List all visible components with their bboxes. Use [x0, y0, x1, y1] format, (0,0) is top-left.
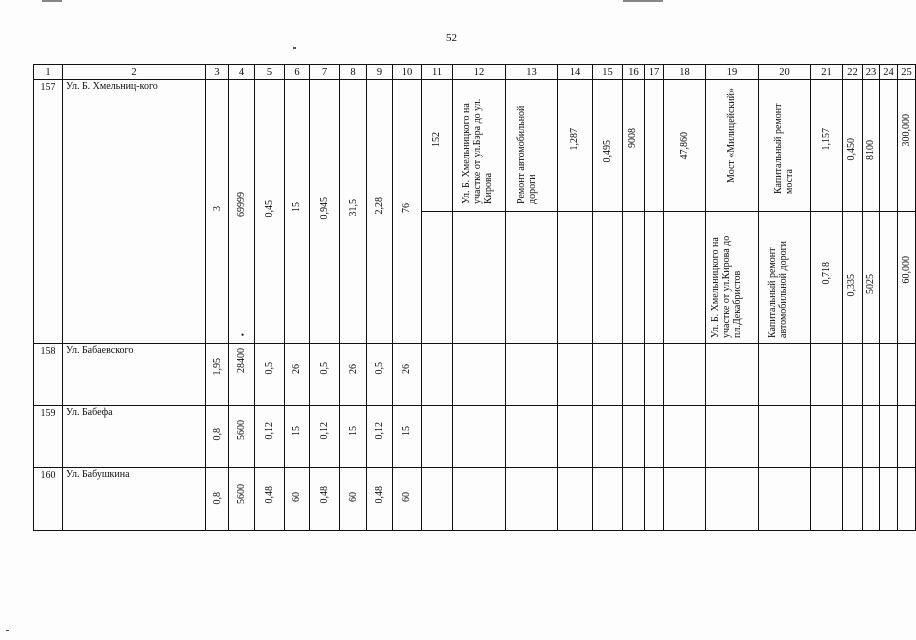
street-name-text: Ул. Бабушкина	[66, 468, 130, 480]
empty-cell	[706, 467, 759, 530]
street-name-text: Ул. Бабефа	[66, 407, 113, 419]
cell-c12	[453, 212, 506, 344]
empty-cell	[593, 467, 623, 530]
value-c14: 1,287	[569, 128, 580, 151]
empty-cell	[664, 467, 706, 530]
empty-cell	[880, 406, 898, 467]
value-c8: 60	[348, 491, 359, 502]
cell-c25	[898, 212, 916, 344]
empty-cell	[558, 406, 593, 467]
value-c15: 0,495	[602, 140, 613, 163]
cell-c8	[340, 406, 367, 467]
col-header: 5	[255, 65, 285, 80]
value-c6: 60	[291, 491, 302, 502]
value-c9: 0,48	[374, 485, 385, 504]
col-header: 6	[285, 65, 310, 80]
cell-c6	[285, 80, 310, 344]
value-c7: 0,945	[319, 197, 330, 220]
value-c4: 5600	[236, 483, 247, 504]
cell-c23	[863, 212, 880, 344]
col-header: 3	[206, 65, 229, 80]
value-c8: 31,5	[348, 199, 359, 217]
empty-cell	[506, 344, 558, 406]
empty-cell	[645, 344, 664, 406]
value-c10: 15	[401, 426, 412, 437]
empty-cell	[453, 467, 506, 530]
value-c7: 0,12	[319, 422, 330, 440]
value-c25b: 60,000	[901, 256, 912, 284]
empty-cell	[898, 406, 916, 467]
value-c10: 76	[401, 203, 412, 214]
value-c8: 26	[348, 364, 359, 375]
cell-c4	[229, 467, 255, 530]
empty-cell	[759, 467, 811, 530]
cell-c10	[393, 80, 422, 344]
value-c8: 15	[348, 426, 359, 437]
empty-cell	[759, 344, 811, 406]
cell-c15	[593, 80, 623, 212]
page-number: 52	[446, 32, 457, 44]
value-c20b: Капитальный ремонт автомобильной дороги	[767, 241, 789, 339]
value-c3: 0,8	[212, 428, 223, 441]
cell-c16	[623, 212, 645, 344]
value-c11: 152	[431, 132, 442, 148]
value-c10: 60	[401, 491, 412, 502]
empty-cell	[811, 467, 843, 530]
empty-cell	[558, 467, 593, 530]
col-header: 18	[664, 65, 706, 80]
cell-c14	[558, 212, 593, 344]
value-c4: 5600	[236, 420, 247, 441]
value-c19a: Мост «Милицейский»	[726, 88, 737, 183]
empty-cell	[843, 406, 863, 467]
cell-c7	[310, 406, 340, 467]
empty-cell	[706, 406, 759, 467]
value-c22a: 0,450	[846, 138, 857, 161]
col-header: 15	[593, 65, 623, 80]
cell-c3	[206, 80, 229, 344]
value-c18: 47,860	[679, 132, 690, 160]
scan-speck	[6, 630, 9, 631]
value-c5: 0,12	[264, 422, 275, 440]
col-header: 9	[367, 65, 393, 80]
empty-cell	[593, 344, 623, 406]
value-c20a: Капитальный ремонт моста	[773, 103, 795, 195]
value-c13: Ремонт автомобильной дороги	[516, 105, 538, 205]
row-number: 159	[34, 406, 63, 467]
col-header: 24	[880, 65, 898, 80]
col-header: 7	[310, 65, 340, 80]
empty-cell	[623, 467, 645, 530]
empty-cell	[506, 406, 558, 467]
cell-c9	[367, 406, 393, 467]
value-c3: 1,95	[212, 358, 223, 376]
value-c5: 0,45	[264, 200, 275, 218]
empty-cell	[664, 344, 706, 406]
empty-cell	[645, 467, 664, 530]
value-c3: 0,8	[212, 491, 223, 505]
empty-cell	[759, 406, 811, 467]
street-name	[63, 467, 206, 530]
data-table	[33, 64, 916, 531]
cell-c13	[506, 212, 558, 344]
col-header: 16	[623, 65, 645, 80]
cell-c4	[229, 406, 255, 467]
cell-c3	[206, 406, 229, 467]
col-header: 19	[706, 65, 759, 80]
col-header: 8	[340, 65, 367, 80]
cell-c6	[285, 344, 310, 406]
value-c25a: 300,000	[901, 114, 912, 147]
cell-c21	[811, 80, 843, 212]
empty-cell	[645, 406, 664, 467]
cell-c22	[843, 80, 863, 212]
col-header: 14	[558, 65, 593, 80]
column-number-header-row	[34, 65, 916, 80]
value-c9: 0,5	[374, 362, 385, 375]
cell-c11	[422, 212, 453, 344]
cell-c9	[367, 467, 393, 530]
value-c9: 0,12	[374, 422, 385, 440]
scan-speck	[293, 47, 296, 49]
value-c9: 2,28	[374, 197, 385, 215]
col-header: 17	[645, 65, 664, 80]
empty-cell	[898, 344, 916, 406]
cell-c7	[310, 80, 340, 344]
empty-cell	[811, 344, 843, 406]
cell-c9	[367, 80, 393, 344]
row-number: 157	[34, 80, 63, 344]
cell-c7	[310, 467, 340, 530]
empty-cell	[811, 406, 843, 467]
scan-top-edge	[0, 0, 905, 4]
value-c6: 26	[291, 364, 302, 375]
value-c7: 0,5	[319, 362, 330, 375]
cell-c16	[623, 80, 645, 212]
cell-c5	[255, 344, 285, 406]
empty-cell	[422, 344, 453, 406]
row-number: 158	[34, 344, 63, 406]
empty-cell	[422, 406, 453, 467]
cell-c5	[255, 80, 285, 344]
value-c19b: Ул. Б. Хмельницкого на участке от ул.Кирова до пл.Декабристов	[710, 235, 743, 339]
col-header: 13	[506, 65, 558, 80]
cell-c7	[310, 344, 340, 406]
col-header: 2	[63, 65, 206, 80]
empty-cell	[880, 467, 898, 530]
cell-c8	[340, 467, 367, 530]
street-name-text: Ул. Бабаевского	[66, 345, 134, 357]
cell-c3	[206, 467, 229, 530]
value-c4: 28400	[236, 348, 247, 374]
empty-cell	[706, 344, 759, 406]
value-c5: 0,5	[264, 362, 275, 375]
empty-cell	[664, 406, 706, 467]
empty-cell	[863, 344, 880, 406]
value-c16: 9008	[627, 128, 638, 149]
cell-c10	[393, 344, 422, 406]
empty-cell	[558, 344, 593, 406]
value-c4: 69999	[236, 192, 247, 218]
cell-c8	[340, 344, 367, 406]
value-c21a: 1,157	[821, 128, 832, 151]
cell-c10	[393, 467, 422, 530]
cell-c14	[558, 80, 593, 212]
empty-cell	[453, 406, 506, 467]
cell-c20	[759, 80, 811, 212]
cell-c22	[843, 212, 863, 344]
cell-c24	[880, 212, 898, 344]
empty-cell	[843, 344, 863, 406]
empty-cell	[898, 467, 916, 530]
cell-c8	[340, 80, 367, 344]
value-c23b: 5025	[865, 274, 876, 295]
row-number: 160	[34, 467, 63, 530]
col-header: 1	[34, 65, 63, 80]
value-c12: Ул. Б. Хмельницкого на участке от ул.Бэра до ул. Кирова	[461, 98, 494, 205]
empty-cell	[453, 344, 506, 406]
cell-c4	[229, 80, 255, 344]
col-header: 22	[843, 65, 863, 80]
col-header: 25	[898, 65, 916, 80]
cell-c18	[664, 212, 706, 344]
col-header: 21	[811, 65, 843, 80]
col-header: 10	[393, 65, 422, 80]
empty-cell	[506, 467, 558, 530]
cell-c6	[285, 406, 310, 467]
col-header: 12	[453, 65, 506, 80]
cell-c18	[664, 80, 706, 212]
empty-cell	[593, 406, 623, 467]
cell-c3	[206, 344, 229, 406]
cell-c23	[863, 80, 880, 212]
cell-c21	[811, 212, 843, 344]
table-row	[34, 406, 916, 467]
cell-c25	[898, 80, 916, 212]
cell-c6	[285, 467, 310, 530]
cell-c9	[367, 344, 393, 406]
col-header: 4	[229, 65, 255, 80]
street-name	[63, 80, 206, 344]
cell-c15	[593, 212, 623, 344]
value-c23a: 8100	[865, 140, 876, 161]
cell-c4	[229, 344, 255, 406]
table-row	[34, 344, 916, 406]
empty-cell	[843, 467, 863, 530]
value-c22b: 0,335	[846, 274, 857, 297]
value-c6: 15	[291, 202, 302, 213]
street-name-text: Ул. Б. Хмельниц-кого	[66, 81, 158, 93]
cell-c19	[706, 80, 759, 212]
cell-c11	[422, 80, 453, 212]
empty-cell	[880, 344, 898, 406]
cell-c5	[255, 406, 285, 467]
empty-cell	[623, 344, 645, 406]
value-c6: 15	[291, 426, 302, 437]
col-header: 23	[863, 65, 880, 80]
table-row	[34, 467, 916, 530]
cell-c12	[453, 80, 506, 212]
cell-c17	[645, 212, 664, 344]
value-c3: 3	[212, 206, 223, 212]
empty-cell	[863, 406, 880, 467]
col-header: 11	[422, 65, 453, 80]
value-c7: 0,48	[319, 485, 330, 504]
empty-cell	[863, 467, 880, 530]
table-row	[34, 80, 916, 212]
value-c21b: 0,718	[821, 262, 832, 285]
col-header: 20	[759, 65, 811, 80]
cell-c13	[506, 80, 558, 212]
value-c5: 0,48	[264, 485, 275, 504]
cell-c19	[706, 212, 759, 344]
street-name	[63, 406, 206, 467]
cell-c10	[393, 406, 422, 467]
cell-c24	[880, 80, 898, 212]
scan-dot: •	[241, 330, 245, 341]
cell-c5	[255, 467, 285, 530]
cell-c20	[759, 212, 811, 344]
street-name	[63, 344, 206, 406]
cell-c17	[645, 80, 664, 212]
empty-cell	[422, 467, 453, 530]
empty-cell	[623, 406, 645, 467]
value-c10: 26	[401, 364, 412, 375]
